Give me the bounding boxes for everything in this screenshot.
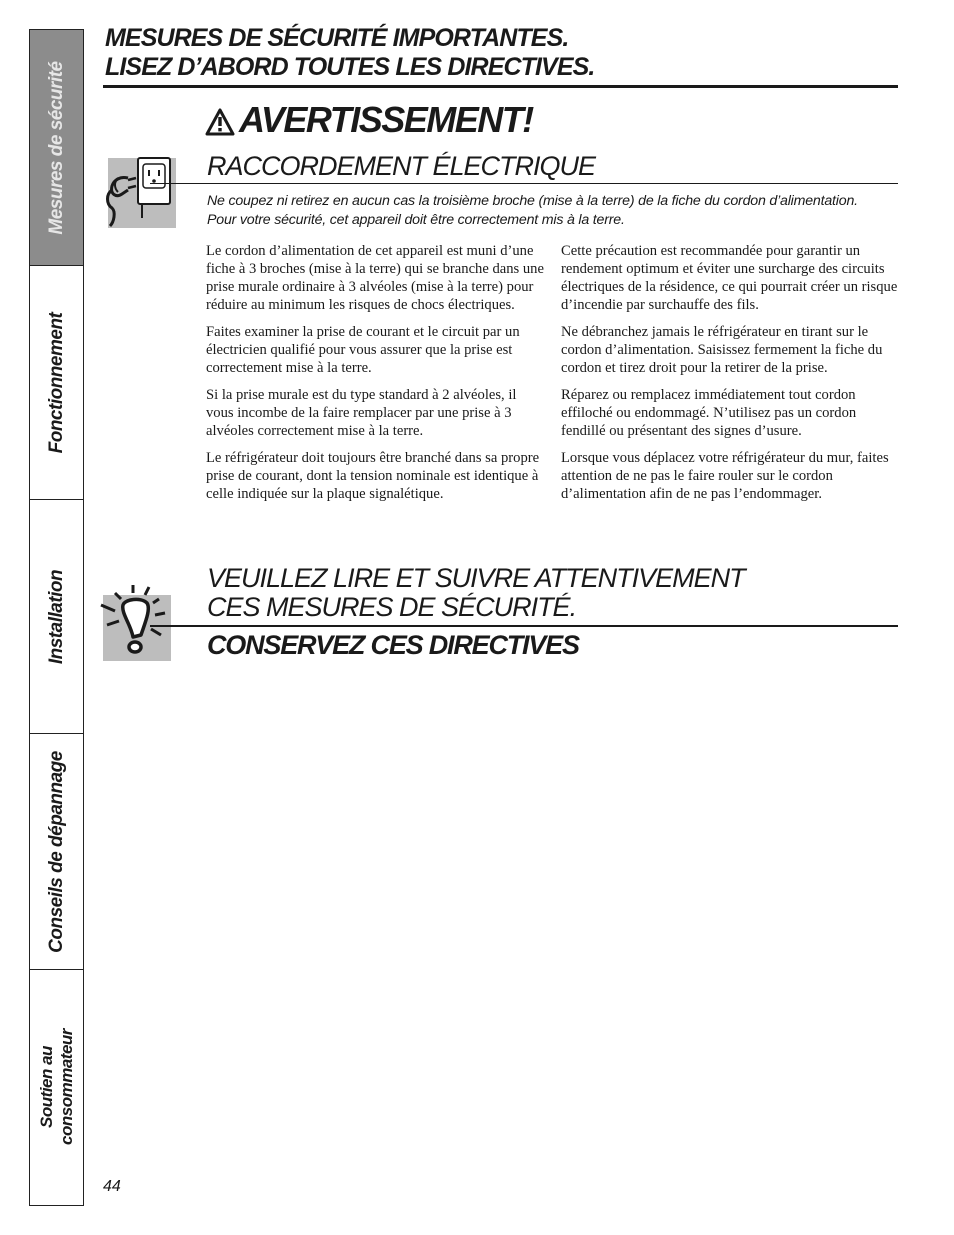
- paragraph: Le réfrigérateur doit toujours être branché dans sa propre prise de courant, dont la tension nominale est identique à celle indiquée sur la plaque signalétique.: [206, 450, 540, 502]
- paragraph: Le cordon d’alimentation de cet appareil est muni d’une fiche à 3 broches (mise à la terre) qui se branche dans une prise murale ordinaire à 3 alvéoles (mise à la terre) pour réduire au minimum les risques de chocs électriques.: [206, 243, 544, 313]
- tab-label: [37, 1029, 77, 1145]
- plug-outlet-icon: [108, 158, 176, 228]
- section-divider: [150, 625, 898, 627]
- section-subtitle-conservez: CONSERVEZ CES DIRECTIVES: [207, 630, 579, 660]
- paragraph: Ne débranchez jamais le réfrigérateur en tirant sur le cordon d’alimentation. Saisissez fermement la fiche du cordon et tirez droit pour la retirer de la prise.: [561, 324, 883, 376]
- tab-label: Conseils de dépannage: [45, 750, 67, 953]
- sidebar-tabs: [29, 29, 84, 1206]
- tab-label: Installation: [45, 569, 67, 664]
- exclamation-alert-icon: [103, 595, 171, 661]
- page-header: [105, 24, 897, 82]
- left-column: [206, 242, 546, 512]
- page-number: 44: [103, 1178, 121, 1195]
- right-column: [561, 242, 899, 512]
- tab-soutien-au-consommateur[interactable]: [30, 970, 83, 1204]
- section-title-line2: CES MESURES DE SÉCURITÉ.: [207, 592, 577, 622]
- warning-heading: [205, 99, 533, 141]
- header-divider: [103, 85, 898, 88]
- paragraph: Lorsque vous déplacez votre réfrigérateur du mur, faites attention de ne pas le faire rouler sur le cordon d’alimentation afin de ne pas l’endommager.: [561, 450, 889, 502]
- paragraph: Réparez ou remplacez immédiatement tout cordon effiloché ou endommagé. N’utilisez pas un cordon fendillé ou présentant des signes d’usure.: [561, 387, 857, 439]
- tab-label-line2: consommateur: [56, 1029, 76, 1145]
- section-divider: [150, 183, 898, 184]
- tab-fonctionnement[interactable]: [30, 266, 83, 500]
- section-title-veuillez-lire: [207, 564, 745, 622]
- tab-label-line1: Soutien au: [36, 1046, 56, 1128]
- section-title-line1: VEUILLEZ LIRE ET SUIVRE ATTENTIVEMENT: [207, 563, 745, 593]
- paragraph: Cette précaution est recommandée pour garantir un rendement optimum et éviter une surcharge des circuits électriques de la résidence, ce qui pourrait créer un risque d’incendie par surchauffe des fils.: [561, 243, 898, 313]
- warning-triangle-icon: [205, 108, 235, 136]
- tab-mesures-de-securite[interactable]: [30, 30, 83, 266]
- tab-conseils-de-depannage[interactable]: [30, 734, 83, 970]
- tab-label: Fonctionnement: [45, 312, 67, 453]
- header-line-1: MESURES DE SÉCURITÉ IMPORTANTES.: [105, 24, 569, 52]
- tab-installation[interactable]: [30, 500, 83, 734]
- section-intro: Ne coupez ni retirez en aucun cas la troisième broche (mise à la terre) de la fiche du cordon d’alimentation. Pour votre sécurité, cet appareil doit être correctement mis à la terre.: [207, 193, 858, 228]
- paragraph: Faites examiner la prise de courant et le circuit par un électricien qualifié pour vous assurer que la prise est correctement mise à la terre.: [206, 324, 520, 376]
- warning-title: AVERTISSEMENT!: [239, 99, 533, 140]
- tab-label: Mesures de sécurité: [45, 60, 67, 235]
- header-line-2: LISEZ D’ABORD TOUTES LES DIRECTIVES.: [105, 53, 595, 81]
- paragraph: Si la prise murale est du type standard à 2 alvéoles, il vous incombe de la faire remplacer par une prise à 3 alvéoles correctement mise à la terre.: [206, 387, 517, 439]
- section-title-raccordement: RACCORDEMENT ÉLECTRIQUE: [207, 151, 596, 181]
